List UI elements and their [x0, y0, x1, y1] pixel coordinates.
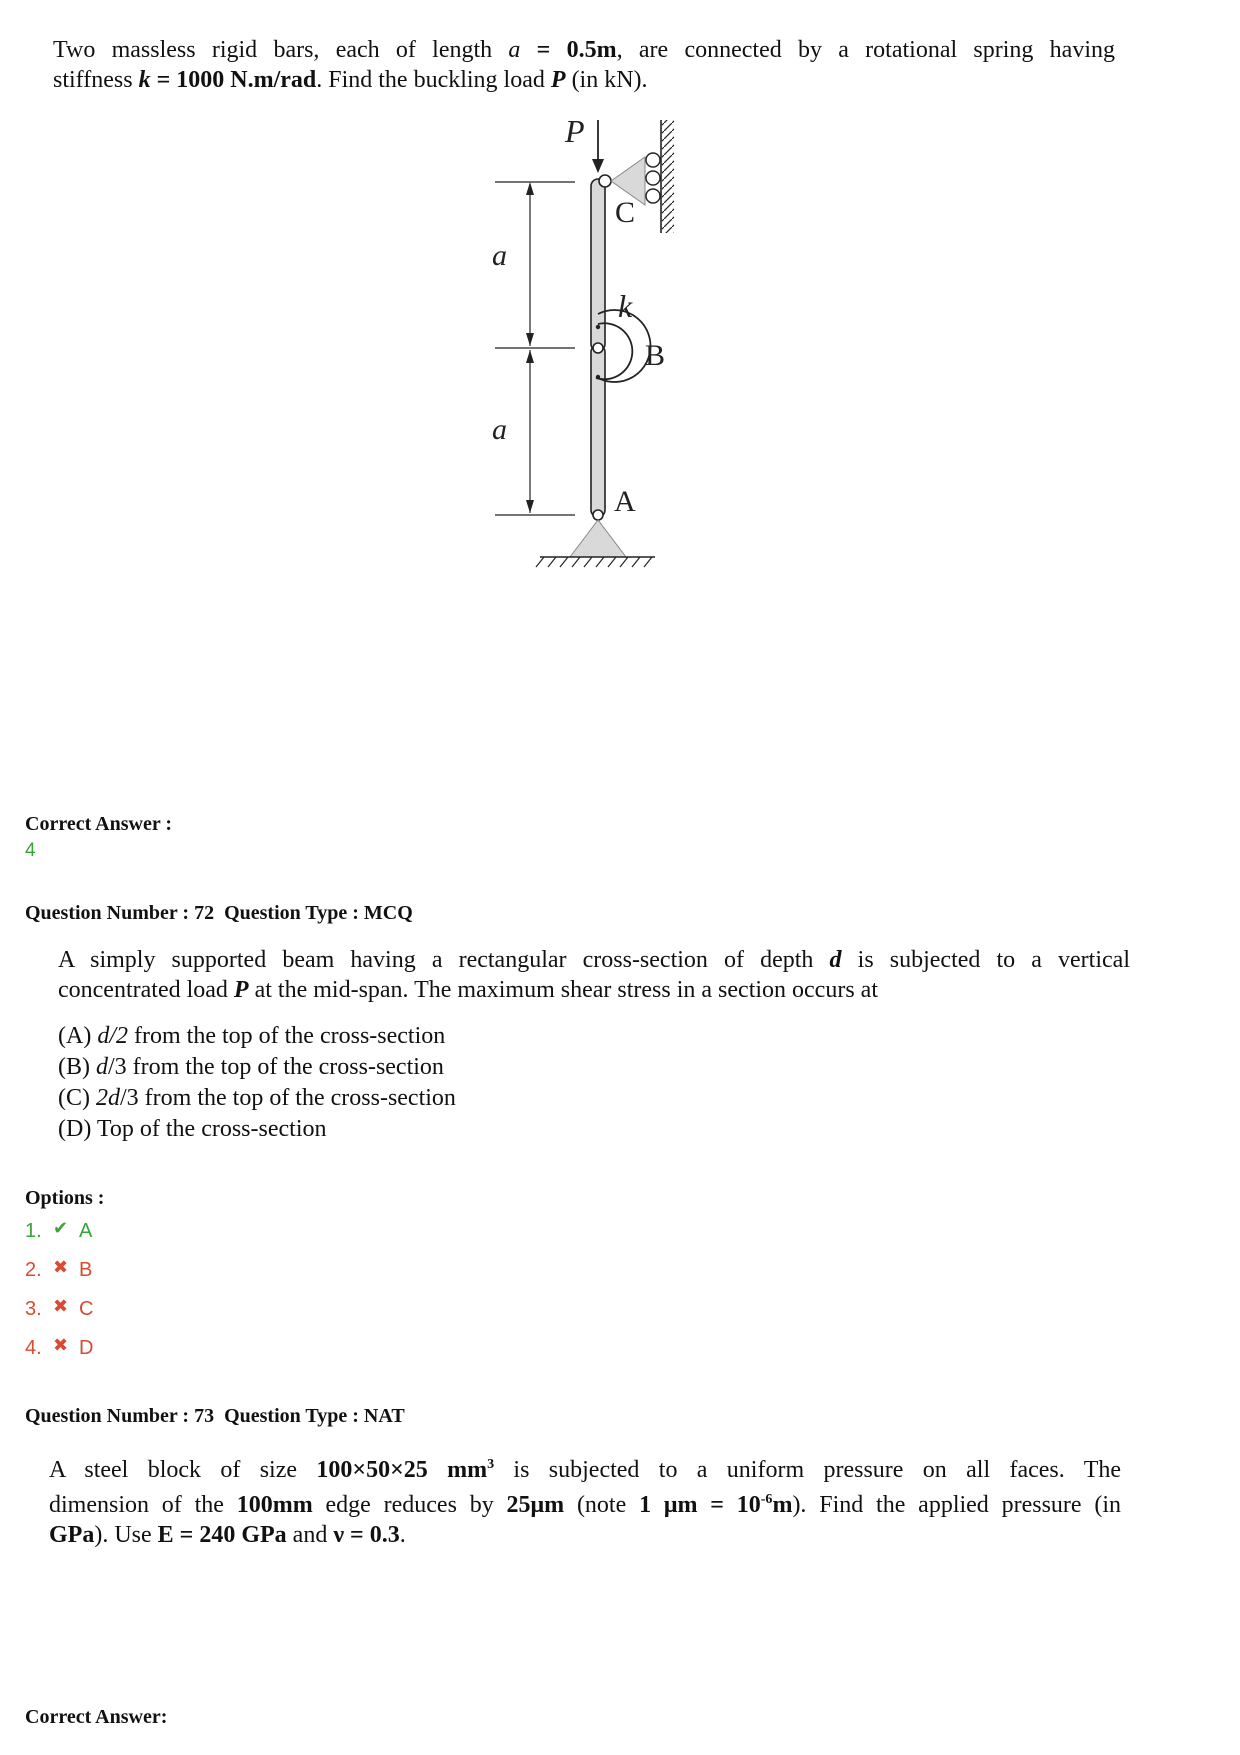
q72-options-list: [25, 1217, 93, 1362]
q72-line2: concentrated load P at the mid-span. The maximum shear stress in a section occurs at: [58, 977, 878, 1003]
label-A: A: [614, 485, 636, 518]
q73-statement: [49, 1450, 1121, 1550]
check-icon: ✔: [53, 1217, 69, 1238]
rigid-bar-lower: [591, 345, 605, 517]
label-k: k: [618, 288, 633, 324]
ground-hatch: [536, 557, 652, 567]
q71-correct-answer-label: Correct Answer :: [25, 813, 172, 835]
q72-header: Question Number : 72 Question Type : MCQ: [25, 902, 413, 924]
option-text: B: [79, 1258, 93, 1281]
option-item[interactable]: [25, 1217, 93, 1245]
q73-line3: GPa). Use E = 240 GPa and ν = 0.3.: [49, 1522, 406, 1548]
dim-label-lower: a: [492, 413, 507, 446]
option-item[interactable]: [25, 1256, 93, 1284]
q72-statement: [58, 945, 1130, 1005]
option-number: 2.: [25, 1258, 42, 1281]
option-text: A: [79, 1219, 93, 1242]
q72-line1: A simply supported beam having a rectangular cross-section of depth d is subjected to a vertical: [58, 947, 1130, 973]
option-number: 4.: [25, 1336, 42, 1359]
q73-line2: dimension of the 100mm edge reduces by 25μm (note 1 $\mu m = 10^{-6}m$). Find the applied pressure (in: [49, 1492, 1122, 1518]
load-arrow-head: [592, 159, 604, 173]
choice-A: (A) d/2 from the top of the cross-section: [58, 1023, 446, 1049]
choice-C: (C) 2d/3 from the top of the cross-section: [58, 1085, 456, 1111]
option-item[interactable]: [25, 1334, 93, 1362]
q72-options-label: Options :: [25, 1187, 105, 1209]
q73-header: Question Number : 73 Question Type : NAT: [25, 1405, 405, 1427]
dim-arrow: [526, 500, 534, 513]
q71-correct-answer-value: 4: [25, 840, 36, 861]
option-item[interactable]: [25, 1295, 93, 1323]
q71-statement: [53, 35, 1115, 95]
dim-arrow: [526, 182, 534, 195]
label-C: C: [615, 196, 636, 229]
cross-icon: ✖: [53, 1295, 69, 1316]
option-text: C: [79, 1297, 94, 1320]
q71-line1: Two massless rigid bars, each of length a = 0.5m, are connected by a rotational spring having: [53, 37, 1115, 63]
choice-B: (B) d/3 from the top of the cross-section: [58, 1054, 444, 1080]
dim-arrow: [526, 333, 534, 346]
q71-line2: stiffness k = 1000 N.m/rad. Find the buckling load P (in kN).: [53, 67, 648, 93]
roller: [646, 153, 660, 167]
cross-icon: ✖: [53, 1334, 69, 1355]
pin-support-triangle: [570, 520, 626, 557]
dim-arrow: [526, 350, 534, 363]
q73-line1: A steel block of size 100×50×25 $mm^3$ is subjected to a uniform pressure on all faces. The: [49, 1457, 1121, 1483]
option-number: 3.: [25, 1297, 42, 1320]
hinge-C: [599, 175, 611, 187]
roller: [646, 171, 660, 185]
choice-D: (D) Top of the cross-section: [58, 1116, 327, 1142]
label-B: B: [645, 339, 666, 372]
hinge-B: [593, 343, 603, 353]
hinge-A: [593, 510, 603, 520]
load-label: P: [565, 115, 585, 149]
q73-correct-answer-label: Correct Answer:: [25, 1706, 168, 1728]
option-number: 1.: [25, 1219, 42, 1242]
spring-pin: [596, 375, 600, 379]
spring-pin: [596, 325, 600, 329]
roller: [646, 189, 660, 203]
wall-hatch: [662, 120, 674, 233]
q72-choices: [58, 1021, 456, 1145]
cross-icon: ✖: [53, 1256, 69, 1277]
option-text: D: [79, 1336, 94, 1359]
buckling-figure: [440, 115, 720, 645]
dim-label-upper: a: [492, 239, 507, 272]
